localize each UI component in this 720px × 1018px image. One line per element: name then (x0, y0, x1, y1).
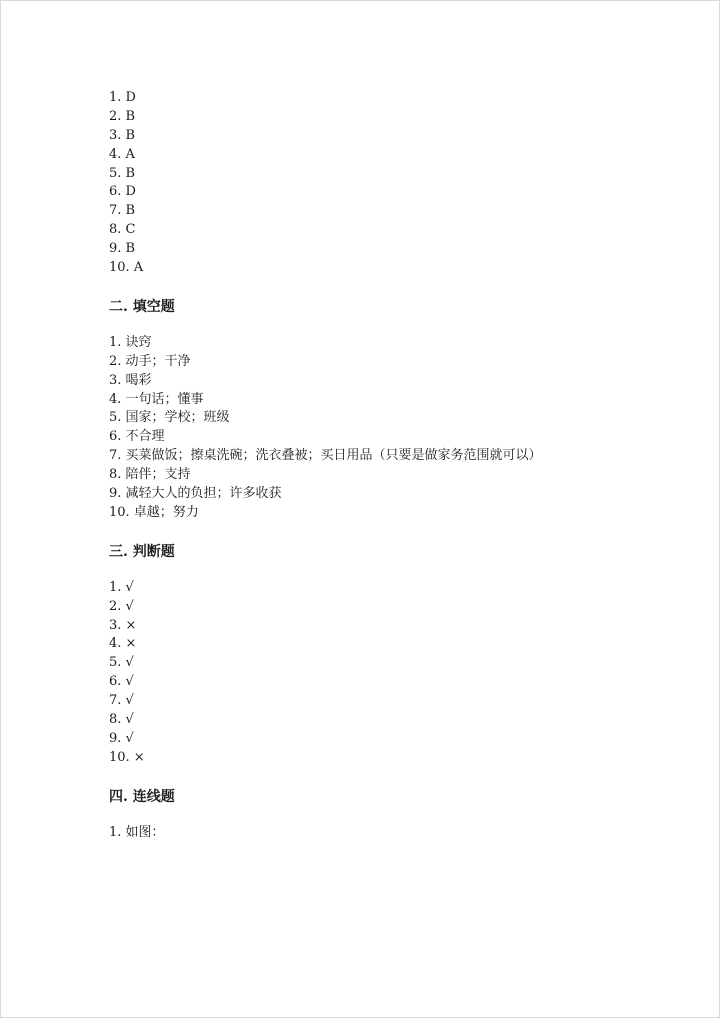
answer-line: 3. B (109, 127, 136, 143)
answer-line: 10. × (109, 749, 145, 765)
answer-line: 7. 买菜做饭；擦桌洗碗；洗衣叠被；买日用品（只要是做家务范围就可以） (109, 448, 542, 464)
answer-line: 6. 不合理 (109, 429, 165, 445)
answer-line: 6. √ (109, 674, 134, 690)
answer-line: 5. √ (109, 655, 134, 671)
answer-line: 1. D (109, 90, 136, 105)
answer-line: 5. B (109, 165, 136, 181)
answer-line: 1. √ (109, 579, 134, 595)
section-choice-answers (109, 89, 669, 278)
answer-line: 4. A (109, 146, 135, 162)
answer-line: 9. 减轻大人的负担；许多收获 (109, 486, 282, 502)
answer-line: 1. 如图： (109, 824, 165, 840)
answer-line: 4. × (109, 636, 137, 652)
answer-line: 2. B (109, 108, 136, 124)
answer-line: 4. 一句话；懂事 (109, 391, 204, 407)
answer-line: 3. × (109, 617, 137, 633)
answer-line: 8. C (109, 222, 136, 238)
section-fill-in-answers (109, 334, 669, 523)
answer-line: 3. 喝彩 (109, 372, 152, 388)
section-heading-true-false: 三. 判断题 (109, 543, 175, 560)
answer-line: 1. 诀窍 (109, 334, 152, 350)
answer-line: 9. B (109, 241, 136, 257)
answer-line: 8. √ (109, 712, 134, 728)
section-matching-answers (109, 824, 669, 843)
answer-line: 2. √ (109, 598, 134, 614)
answer-line: 10. A (109, 260, 144, 276)
section-true-false-answers (109, 579, 669, 768)
answer-line: 9. √ (109, 730, 134, 746)
answer-line: 5. 国家；学校；班级 (109, 410, 230, 426)
answer-key (109, 89, 669, 843)
answer-line: 2. 动手；干净 (109, 353, 191, 369)
answer-line: 10. 卓越；努力 (109, 504, 199, 520)
answer-line: 6. D (109, 184, 136, 200)
answer-line: 7. B (109, 203, 136, 219)
answer-line: 7. √ (109, 693, 134, 709)
section-heading-matching: 四. 连线题 (109, 788, 175, 805)
answer-line: 8. 陪伴；支持 (109, 467, 191, 483)
section-heading-fill-in: 二. 填空题 (109, 298, 175, 315)
